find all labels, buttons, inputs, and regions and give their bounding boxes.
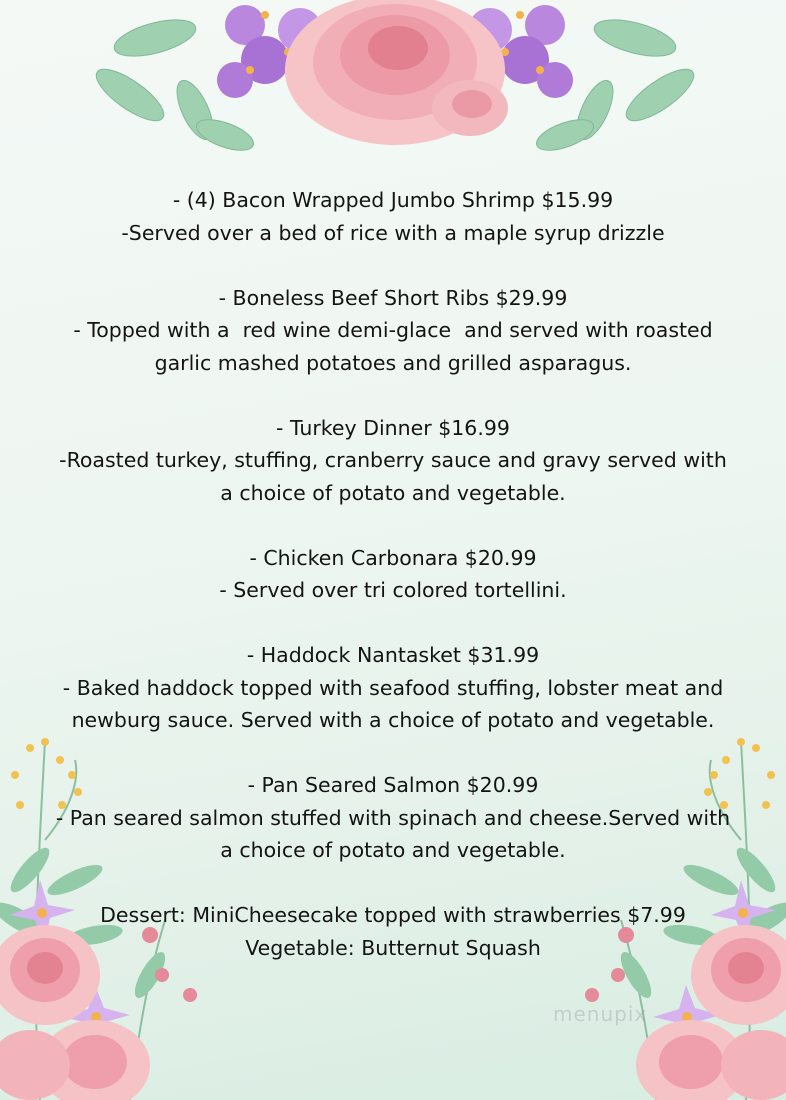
item-title: - Haddock Nantasket $31.99 [246, 643, 540, 667]
item-title: - Boneless Beef Short Ribs $29.99 [218, 285, 568, 310]
menu-item [0, 639, 786, 737]
menu-item [0, 412, 786, 510]
item-description: - Topped with a red wine demi-glace and served with roasted [73, 318, 713, 342]
item-description: garlic mashed potatoes and grilled asparagus. [154, 350, 632, 375]
item-title: - Chicken Carbonara $20.99 [249, 545, 537, 570]
item-description: a choice of potato and vegetable. [220, 838, 566, 862]
menu-item [0, 769, 786, 867]
item-description: -Roasted turkey, stuffing, cranberry sauce and gravy served with [59, 448, 727, 472]
item-title: - Turkey Dinner $16.99 [276, 415, 510, 440]
item-description: - Baked haddock topped with seafood stuffing, lobster meat and [62, 675, 724, 700]
item-title: - (4) Bacon Wrapped Jumbo Shrimp $15.99 [172, 188, 614, 212]
menu-item [0, 542, 786, 607]
top-floral-decoration [60, 0, 730, 160]
menu-item [0, 184, 786, 249]
item-description: - Pan seared salmon stuffed with spinach and cheese.Served with [55, 805, 731, 830]
item-description: a choice of potato and vegetable. [220, 480, 566, 505]
item-description: -Served over a bed of rice with a maple syrup drizzle [121, 220, 665, 245]
top-rose-icon [285, 0, 508, 145]
vegetable-line: Vegetable: Butternut Squash [245, 935, 541, 960]
dessert-line: Dessert: MiniCheesecake topped with strawberries $7.99 [100, 903, 686, 927]
item-description: newburg sauce. Served with a choice of potato and vegetable. [71, 708, 715, 732]
menu-body [0, 184, 786, 964]
menu-item [0, 282, 786, 380]
watermark: menupix [553, 1002, 648, 1026]
item-description: - Served over tri colored tortellini. [219, 578, 567, 602]
item-title: - Pan Seared Salmon $20.99 [247, 773, 539, 797]
